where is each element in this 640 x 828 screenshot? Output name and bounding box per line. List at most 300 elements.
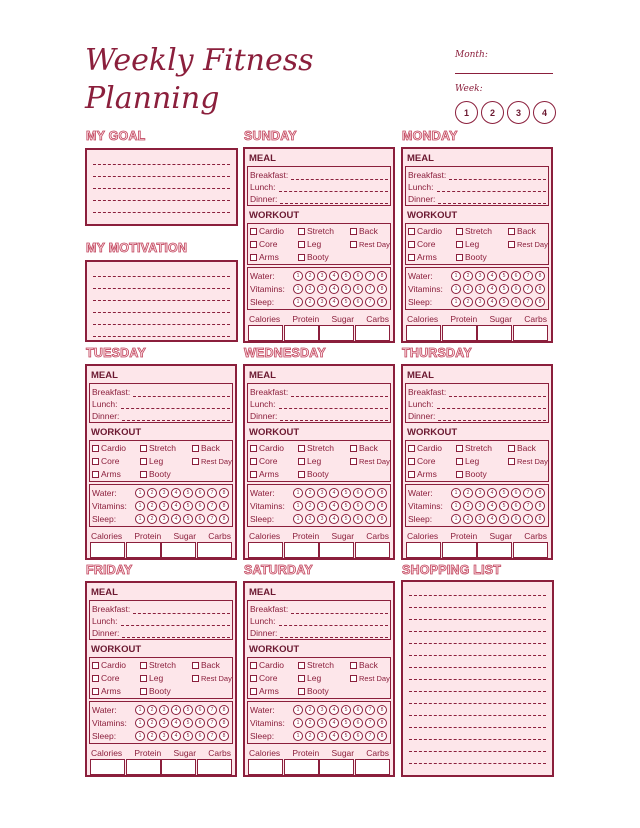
sugar-field[interactable] xyxy=(161,759,196,775)
lunch-field[interactable] xyxy=(279,184,388,192)
calories-field[interactable] xyxy=(406,325,441,341)
lunch-row[interactable] xyxy=(250,180,388,192)
leg-checkbox[interactable] xyxy=(140,455,192,467)
checkbox-icon[interactable] xyxy=(140,458,147,465)
tracker-circle[interactable]: 3 xyxy=(159,731,169,741)
tracker-circle[interactable]: 8 xyxy=(535,297,545,307)
tracker-circle[interactable]: 8 xyxy=(535,514,545,524)
back-checkbox[interactable] xyxy=(350,659,398,671)
water-circles[interactable] xyxy=(451,271,545,281)
sugar-field[interactable] xyxy=(477,325,512,341)
stretch-checkbox[interactable] xyxy=(456,442,508,454)
tracker-circle[interactable]: 2 xyxy=(463,297,473,307)
checkbox-icon[interactable] xyxy=(408,228,415,235)
protein-field[interactable] xyxy=(126,542,161,558)
tracker-circle[interactable]: 3 xyxy=(475,284,485,294)
checkbox-icon[interactable] xyxy=(92,688,99,695)
tracker-circle[interactable]: 5 xyxy=(183,718,193,728)
arms-checkbox[interactable] xyxy=(250,685,298,697)
lunch-field[interactable] xyxy=(437,401,546,409)
tracker-circle[interactable]: 3 xyxy=(317,514,327,524)
tracker-circle[interactable]: 2 xyxy=(147,731,157,741)
tracker-circle[interactable]: 2 xyxy=(147,514,157,524)
tracker-circle[interactable]: 6 xyxy=(511,284,521,294)
rest-day-checkbox[interactable] xyxy=(350,672,398,684)
tracker-circle[interactable]: 4 xyxy=(329,271,339,281)
tracker-circle[interactable]: 2 xyxy=(305,488,315,498)
tracker-circle[interactable]: 8 xyxy=(377,718,387,728)
tracker-circle[interactable]: 8 xyxy=(219,731,229,741)
dinner-field[interactable] xyxy=(122,630,230,638)
breakfast-row[interactable] xyxy=(250,385,388,397)
booty-checkbox[interactable] xyxy=(456,468,508,480)
checkbox-icon[interactable] xyxy=(298,471,305,478)
checkbox-icon[interactable] xyxy=(192,445,199,452)
tracker-circle[interactable]: 7 xyxy=(365,271,375,281)
tracker-circle[interactable]: 2 xyxy=(147,488,157,498)
tracker-circle[interactable]: 5 xyxy=(499,284,509,294)
tracker-circle[interactable]: 7 xyxy=(523,297,533,307)
tracker-circle[interactable]: 7 xyxy=(365,705,375,715)
shopping-list-box[interactable] xyxy=(401,580,554,777)
tracker-circle[interactable]: 1 xyxy=(135,501,145,511)
water-circles[interactable] xyxy=(135,705,229,715)
tracker-circle[interactable]: 4 xyxy=(171,705,181,715)
protein-field[interactable] xyxy=(442,325,477,341)
tracker-circle[interactable]: 8 xyxy=(535,488,545,498)
vitamins-circles[interactable] xyxy=(451,501,545,511)
tracker-circle[interactable]: 7 xyxy=(365,284,375,294)
carbs-field[interactable] xyxy=(513,542,548,558)
sugar-field[interactable] xyxy=(319,325,354,341)
breakfast-row[interactable] xyxy=(250,602,388,614)
checkbox-icon[interactable] xyxy=(92,662,99,669)
checkbox-icon[interactable] xyxy=(92,458,99,465)
arms-checkbox[interactable] xyxy=(92,685,140,697)
dinner-field[interactable] xyxy=(280,196,388,204)
tracker-circle[interactable]: 4 xyxy=(329,514,339,524)
checkbox-icon[interactable] xyxy=(140,688,147,695)
booty-checkbox[interactable] xyxy=(298,685,350,697)
tracker-circle[interactable]: 4 xyxy=(329,718,339,728)
tracker-circle[interactable]: 2 xyxy=(305,731,315,741)
dinner-row[interactable] xyxy=(250,192,388,204)
checkbox-icon[interactable] xyxy=(140,471,147,478)
vitamins-circles[interactable] xyxy=(293,284,387,294)
tracker-circle[interactable]: 8 xyxy=(535,501,545,511)
tracker-circle[interactable]: 2 xyxy=(463,501,473,511)
tracker-circle[interactable]: 5 xyxy=(341,284,351,294)
tracker-circle[interactable]: 7 xyxy=(523,284,533,294)
checkbox-icon[interactable] xyxy=(350,241,357,248)
tracker-circle[interactable]: 6 xyxy=(353,705,363,715)
checkbox-icon[interactable] xyxy=(456,458,463,465)
tracker-circle[interactable]: 8 xyxy=(377,514,387,524)
lunch-field[interactable] xyxy=(279,401,388,409)
checkbox-icon[interactable] xyxy=(456,241,463,248)
leg-checkbox[interactable] xyxy=(456,238,508,250)
breakfast-row[interactable] xyxy=(408,168,546,180)
water-circles[interactable] xyxy=(451,488,545,498)
checkbox-icon[interactable] xyxy=(192,675,199,682)
stretch-checkbox[interactable] xyxy=(456,225,508,237)
breakfast-field[interactable] xyxy=(133,606,230,614)
tracker-circle[interactable]: 7 xyxy=(365,501,375,511)
back-checkbox[interactable] xyxy=(350,225,398,237)
tracker-circle[interactable]: 2 xyxy=(305,284,315,294)
dinner-row[interactable] xyxy=(92,626,230,638)
tracker-circle[interactable]: 4 xyxy=(171,731,181,741)
tracker-circle[interactable]: 1 xyxy=(451,501,461,511)
tracker-circle[interactable]: 2 xyxy=(305,271,315,281)
vitamins-circles[interactable] xyxy=(293,718,387,728)
tracker-circle[interactable]: 5 xyxy=(341,718,351,728)
checkbox-icon[interactable] xyxy=(250,688,257,695)
stretch-checkbox[interactable] xyxy=(140,659,192,671)
tracker-circle[interactable]: 8 xyxy=(377,501,387,511)
calories-field[interactable] xyxy=(90,759,125,775)
tracker-circle[interactable]: 3 xyxy=(159,718,169,728)
tracker-circle[interactable]: 1 xyxy=(293,297,303,307)
tracker-circle[interactable]: 2 xyxy=(147,718,157,728)
back-checkbox[interactable] xyxy=(508,442,556,454)
protein-field[interactable] xyxy=(442,542,477,558)
checkbox-icon[interactable] xyxy=(140,445,147,452)
core-checkbox[interactable] xyxy=(250,455,298,467)
arms-checkbox[interactable] xyxy=(250,251,298,263)
tracker-circle[interactable]: 3 xyxy=(475,488,485,498)
checkbox-icon[interactable] xyxy=(192,458,199,465)
tracker-circle[interactable]: 3 xyxy=(475,271,485,281)
carbs-field[interactable] xyxy=(197,542,232,558)
tracker-circle[interactable]: 3 xyxy=(317,297,327,307)
tracker-circle[interactable]: 7 xyxy=(523,271,533,281)
checkbox-icon[interactable] xyxy=(140,675,147,682)
tracker-circle[interactable]: 7 xyxy=(365,718,375,728)
booty-checkbox[interactable] xyxy=(140,685,192,697)
week-3-circle[interactable]: 3 xyxy=(507,101,530,124)
tracker-circle[interactable]: 8 xyxy=(377,488,387,498)
booty-checkbox[interactable] xyxy=(140,468,192,480)
lunch-row[interactable] xyxy=(92,614,230,626)
breakfast-field[interactable] xyxy=(133,389,230,397)
dinner-field[interactable] xyxy=(280,413,388,421)
tracker-circle[interactable]: 6 xyxy=(511,501,521,511)
tracker-circle[interactable]: 8 xyxy=(219,501,229,511)
breakfast-row[interactable] xyxy=(250,168,388,180)
tracker-circle[interactable]: 6 xyxy=(353,501,363,511)
protein-field[interactable] xyxy=(284,759,319,775)
tracker-circle[interactable]: 7 xyxy=(207,731,217,741)
booty-checkbox[interactable] xyxy=(456,251,508,263)
tracker-circle[interactable]: 4 xyxy=(487,514,497,524)
tracker-circle[interactable]: 2 xyxy=(463,284,473,294)
tracker-circle[interactable]: 2 xyxy=(305,297,315,307)
tracker-circle[interactable]: 2 xyxy=(147,705,157,715)
sleep-circles[interactable] xyxy=(135,731,229,741)
tracker-circle[interactable]: 1 xyxy=(451,284,461,294)
tracker-circle[interactable]: 2 xyxy=(305,718,315,728)
sleep-circles[interactable] xyxy=(451,514,545,524)
tracker-circle[interactable]: 4 xyxy=(329,705,339,715)
checkbox-icon[interactable] xyxy=(140,662,147,669)
tracker-circle[interactable]: 5 xyxy=(183,488,193,498)
sugar-field[interactable] xyxy=(161,542,196,558)
tracker-circle[interactable]: 7 xyxy=(207,514,217,524)
tracker-circle[interactable]: 5 xyxy=(341,731,351,741)
tracker-circle[interactable]: 4 xyxy=(329,501,339,511)
stretch-checkbox[interactable] xyxy=(298,225,350,237)
tracker-circle[interactable]: 7 xyxy=(365,488,375,498)
checkbox-icon[interactable] xyxy=(298,675,305,682)
tracker-circle[interactable]: 1 xyxy=(293,705,303,715)
week-1-circle[interactable]: 1 xyxy=(455,101,478,124)
checkbox-icon[interactable] xyxy=(250,445,257,452)
checkbox-icon[interactable] xyxy=(250,471,257,478)
lunch-row[interactable] xyxy=(250,614,388,626)
water-circles[interactable] xyxy=(293,488,387,498)
tracker-circle[interactable]: 8 xyxy=(219,514,229,524)
checkbox-icon[interactable] xyxy=(350,228,357,235)
tracker-circle[interactable]: 7 xyxy=(207,501,217,511)
tracker-circle[interactable]: 3 xyxy=(317,271,327,281)
tracker-circle[interactable]: 3 xyxy=(159,705,169,715)
tracker-circle[interactable]: 8 xyxy=(377,705,387,715)
tracker-circle[interactable]: 7 xyxy=(365,731,375,741)
water-circles[interactable] xyxy=(293,271,387,281)
tracker-circle[interactable]: 7 xyxy=(365,514,375,524)
booty-checkbox[interactable] xyxy=(298,251,350,263)
checkbox-icon[interactable] xyxy=(408,471,415,478)
rest-day-checkbox[interactable] xyxy=(192,672,240,684)
checkbox-icon[interactable] xyxy=(456,445,463,452)
tracker-circle[interactable]: 4 xyxy=(487,271,497,281)
checkbox-icon[interactable] xyxy=(250,254,257,261)
arms-checkbox[interactable] xyxy=(408,468,456,480)
lunch-field[interactable] xyxy=(279,618,388,626)
tracker-circle[interactable]: 1 xyxy=(135,514,145,524)
month-field[interactable] xyxy=(455,60,553,74)
calories-field[interactable] xyxy=(248,325,283,341)
tracker-circle[interactable]: 3 xyxy=(475,501,485,511)
dinner-row[interactable] xyxy=(408,192,546,204)
back-checkbox[interactable] xyxy=(192,442,240,454)
sleep-circles[interactable] xyxy=(293,731,387,741)
rest-day-checkbox[interactable] xyxy=(350,455,398,467)
tracker-circle[interactable]: 5 xyxy=(341,501,351,511)
tracker-circle[interactable]: 3 xyxy=(317,705,327,715)
checkbox-icon[interactable] xyxy=(298,241,305,248)
tracker-circle[interactable]: 8 xyxy=(535,284,545,294)
checkbox-icon[interactable] xyxy=(298,662,305,669)
tracker-circle[interactable]: 5 xyxy=(499,501,509,511)
checkbox-icon[interactable] xyxy=(350,458,357,465)
back-checkbox[interactable] xyxy=(350,442,398,454)
rest-day-checkbox[interactable] xyxy=(192,455,240,467)
tracker-circle[interactable]: 6 xyxy=(195,731,205,741)
tracker-circle[interactable]: 4 xyxy=(329,284,339,294)
checkbox-icon[interactable] xyxy=(92,471,99,478)
tracker-circle[interactable]: 1 xyxy=(135,705,145,715)
tracker-circle[interactable]: 4 xyxy=(329,731,339,741)
tracker-circle[interactable]: 7 xyxy=(207,488,217,498)
tracker-circle[interactable]: 1 xyxy=(293,718,303,728)
tracker-circle[interactable]: 5 xyxy=(341,271,351,281)
cardio-checkbox[interactable] xyxy=(92,659,140,671)
sleep-circles[interactable] xyxy=(293,297,387,307)
carbs-field[interactable] xyxy=(197,759,232,775)
checkbox-icon[interactable] xyxy=(350,445,357,452)
tracker-circle[interactable]: 6 xyxy=(511,514,521,524)
cardio-checkbox[interactable] xyxy=(250,659,298,671)
tracker-circle[interactable]: 8 xyxy=(377,731,387,741)
tracker-circle[interactable]: 5 xyxy=(341,514,351,524)
leg-checkbox[interactable] xyxy=(456,455,508,467)
calories-field[interactable] xyxy=(248,759,283,775)
tracker-circle[interactable]: 2 xyxy=(305,501,315,511)
tracker-circle[interactable]: 3 xyxy=(475,297,485,307)
leg-checkbox[interactable] xyxy=(298,238,350,250)
checkbox-icon[interactable] xyxy=(508,445,515,452)
my-motivation-box[interactable] xyxy=(85,260,238,342)
tracker-circle[interactable]: 1 xyxy=(293,271,303,281)
lunch-row[interactable] xyxy=(250,397,388,409)
sugar-field[interactable] xyxy=(319,759,354,775)
checkbox-icon[interactable] xyxy=(456,254,463,261)
carbs-field[interactable] xyxy=(355,759,390,775)
water-circles[interactable] xyxy=(293,705,387,715)
carbs-field[interactable] xyxy=(355,325,390,341)
tracker-circle[interactable]: 1 xyxy=(293,501,303,511)
breakfast-row[interactable] xyxy=(408,385,546,397)
tracker-circle[interactable]: 5 xyxy=(183,501,193,511)
tracker-circle[interactable]: 4 xyxy=(487,501,497,511)
checkbox-icon[interactable] xyxy=(250,675,257,682)
tracker-circle[interactable]: 6 xyxy=(353,718,363,728)
checkbox-icon[interactable] xyxy=(92,675,99,682)
tracker-circle[interactable]: 5 xyxy=(499,297,509,307)
sugar-field[interactable] xyxy=(477,542,512,558)
tracker-circle[interactable]: 7 xyxy=(207,705,217,715)
tracker-circle[interactable]: 6 xyxy=(511,271,521,281)
vitamins-circles[interactable] xyxy=(451,284,545,294)
tracker-circle[interactable]: 6 xyxy=(353,731,363,741)
dinner-row[interactable] xyxy=(92,409,230,421)
tracker-circle[interactable]: 6 xyxy=(353,488,363,498)
lunch-row[interactable] xyxy=(92,397,230,409)
tracker-circle[interactable]: 5 xyxy=(499,271,509,281)
dinner-row[interactable] xyxy=(250,626,388,638)
tracker-circle[interactable]: 6 xyxy=(353,271,363,281)
tracker-circle[interactable]: 8 xyxy=(219,705,229,715)
leg-checkbox[interactable] xyxy=(298,672,350,684)
tracker-circle[interactable]: 5 xyxy=(183,731,193,741)
checkbox-icon[interactable] xyxy=(192,662,199,669)
calories-field[interactable] xyxy=(406,542,441,558)
cardio-checkbox[interactable] xyxy=(250,225,298,237)
tracker-circle[interactable]: 4 xyxy=(487,284,497,294)
sleep-circles[interactable] xyxy=(135,514,229,524)
core-checkbox[interactable] xyxy=(250,672,298,684)
tracker-circle[interactable]: 6 xyxy=(195,705,205,715)
tracker-circle[interactable]: 1 xyxy=(451,297,461,307)
tracker-circle[interactable]: 4 xyxy=(171,501,181,511)
core-checkbox[interactable] xyxy=(250,238,298,250)
tracker-circle[interactable]: 1 xyxy=(293,488,303,498)
lunch-row[interactable] xyxy=(408,397,546,409)
tracker-circle[interactable]: 4 xyxy=(171,488,181,498)
sleep-circles[interactable] xyxy=(451,297,545,307)
tracker-circle[interactable]: 1 xyxy=(451,514,461,524)
arms-checkbox[interactable] xyxy=(92,468,140,480)
core-checkbox[interactable] xyxy=(408,238,456,250)
tracker-circle[interactable]: 2 xyxy=(463,488,473,498)
checkbox-icon[interactable] xyxy=(456,471,463,478)
lunch-field[interactable] xyxy=(121,401,230,409)
dinner-field[interactable] xyxy=(438,413,546,421)
tracker-circle[interactable]: 5 xyxy=(341,705,351,715)
checkbox-icon[interactable] xyxy=(250,662,257,669)
tracker-circle[interactable]: 1 xyxy=(293,514,303,524)
checkbox-icon[interactable] xyxy=(408,241,415,248)
tracker-circle[interactable]: 7 xyxy=(523,514,533,524)
core-checkbox[interactable] xyxy=(92,455,140,467)
breakfast-field[interactable] xyxy=(291,172,388,180)
week-2-circle[interactable]: 2 xyxy=(481,101,504,124)
calories-field[interactable] xyxy=(248,542,283,558)
tracker-circle[interactable]: 8 xyxy=(377,284,387,294)
breakfast-field[interactable] xyxy=(291,606,388,614)
tracker-circle[interactable]: 1 xyxy=(293,731,303,741)
breakfast-field[interactable] xyxy=(449,389,546,397)
checkbox-icon[interactable] xyxy=(350,662,357,669)
checkbox-icon[interactable] xyxy=(408,458,415,465)
cardio-checkbox[interactable] xyxy=(408,225,456,237)
cardio-checkbox[interactable] xyxy=(250,442,298,454)
checkbox-icon[interactable] xyxy=(350,675,357,682)
sleep-circles[interactable] xyxy=(293,514,387,524)
tracker-circle[interactable]: 6 xyxy=(511,488,521,498)
carbs-field[interactable] xyxy=(513,325,548,341)
cardio-checkbox[interactable] xyxy=(408,442,456,454)
lunch-field[interactable] xyxy=(121,618,230,626)
back-checkbox[interactable] xyxy=(508,225,556,237)
checkbox-icon[interactable] xyxy=(508,458,515,465)
core-checkbox[interactable] xyxy=(92,672,140,684)
checkbox-icon[interactable] xyxy=(408,254,415,261)
tracker-circle[interactable]: 2 xyxy=(305,705,315,715)
tracker-circle[interactable]: 6 xyxy=(511,297,521,307)
checkbox-icon[interactable] xyxy=(508,241,515,248)
tracker-circle[interactable]: 1 xyxy=(451,271,461,281)
checkbox-icon[interactable] xyxy=(456,228,463,235)
tracker-circle[interactable]: 4 xyxy=(487,488,497,498)
back-checkbox[interactable] xyxy=(192,659,240,671)
dinner-row[interactable] xyxy=(408,409,546,421)
checkbox-icon[interactable] xyxy=(92,445,99,452)
tracker-circle[interactable]: 3 xyxy=(317,501,327,511)
rest-day-checkbox[interactable] xyxy=(508,238,556,250)
protein-field[interactable] xyxy=(284,325,319,341)
leg-checkbox[interactable] xyxy=(140,672,192,684)
tracker-circle[interactable]: 3 xyxy=(159,488,169,498)
lunch-field[interactable] xyxy=(437,184,546,192)
dinner-field[interactable] xyxy=(438,196,546,204)
vitamins-circles[interactable] xyxy=(293,501,387,511)
protein-field[interactable] xyxy=(284,542,319,558)
tracker-circle[interactable]: 2 xyxy=(463,271,473,281)
tracker-circle[interactable]: 4 xyxy=(171,514,181,524)
